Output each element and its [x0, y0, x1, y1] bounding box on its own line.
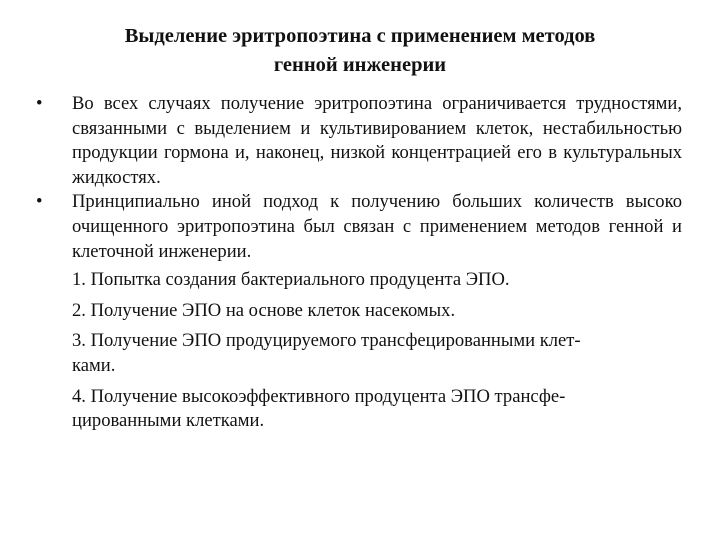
numbered-item	[30, 385, 682, 434]
bullet-dot-icon: •	[36, 93, 43, 114]
numbered-item-line: 3. Получение ЭПО продуцируемого трансфецированными клет-	[72, 330, 581, 352]
bullet-item	[30, 190, 682, 264]
bullet-text: Принципиально иной подход к получению больших количеств высоко очищенного эритропоэтина был связан с применением методов генной и клеточной инженерии.	[72, 191, 682, 262]
bullet-text: Во всех случаях получение эритропоэтина ограничивается трудностями, связанными с выделением и культивированием клеток, нестабильностью продукции гормона и, наконец, низкой концентрацией его в культуральных жидкостях.	[72, 93, 682, 188]
numbered-item	[30, 299, 682, 324]
title-line-2: генной инженерии	[273, 54, 447, 76]
slide-title	[40, 22, 680, 80]
numbered-item-line-continued: ками.	[72, 354, 116, 376]
bullet-dot-icon: •	[36, 191, 43, 213]
numbered-item	[30, 268, 682, 293]
numbered-item-line-continued: цированными клетками.	[72, 410, 265, 432]
numbered-item-line: 4. Получение высокоэффективного продуцента ЭПО трансфе-	[72, 385, 566, 407]
numbered-item-line: 1. Попытка создания бактериального продуцента ЭПО.	[72, 269, 510, 291]
title-line-1: Выделение эритропоэтина с применением методов	[124, 25, 596, 47]
numbered-item	[30, 329, 682, 378]
numbered-item-line: 2. Получение ЭПО на основе клеток насекомых.	[72, 299, 456, 321]
bullet-item	[30, 92, 682, 190]
slide-content	[30, 92, 682, 434]
